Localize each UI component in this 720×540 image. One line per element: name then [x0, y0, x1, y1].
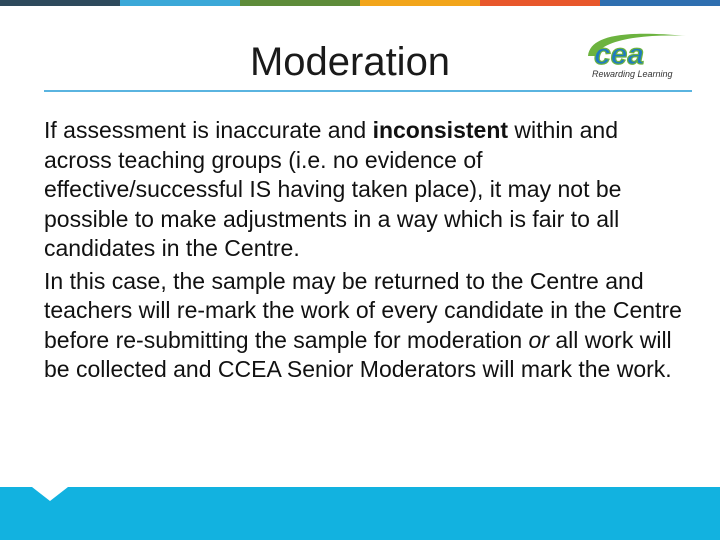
paragraph-1-start: If assessment is inaccurate and [44, 117, 373, 143]
top-bar-segment [360, 0, 480, 6]
paragraph-1 [44, 116, 684, 264]
top-bar-segment [120, 0, 240, 6]
logo-wordmark: cea [594, 38, 645, 71]
title-divider [44, 90, 692, 92]
paragraph-2-start: In this case, the sample may be returned to the Centre and teachers will re-mark the work of every candidate in the Centre before re-submitting the sample for moderation [44, 267, 682, 353]
top-color-bar [0, 0, 720, 6]
paragraph-1-emphasis: inconsistent [372, 117, 509, 143]
paragraph-2-emphasis: or [528, 326, 549, 353]
footer-notch [32, 487, 68, 501]
paragraph-1-end: within and across teaching groups (i.e. no evidence of effective/successful IS having taken place), it may not be possible to make adjustments in a way which is fair to all candidates in the Centre. [44, 117, 622, 261]
footer-band [0, 487, 720, 540]
ccea-logo [582, 26, 692, 82]
top-bar-segment [240, 0, 360, 6]
slide-body [44, 116, 684, 388]
logo-tagline: Rewarding Learning [592, 69, 673, 79]
top-bar-segment [600, 0, 720, 6]
paragraph-2-end: all work will be collected and CCEA Senior Moderators will mark the work. [44, 326, 672, 382]
top-bar-segment [480, 0, 600, 6]
paragraph-2 [44, 267, 684, 385]
slide-title: Moderation [249, 40, 451, 84]
top-bar-segment [0, 0, 120, 6]
